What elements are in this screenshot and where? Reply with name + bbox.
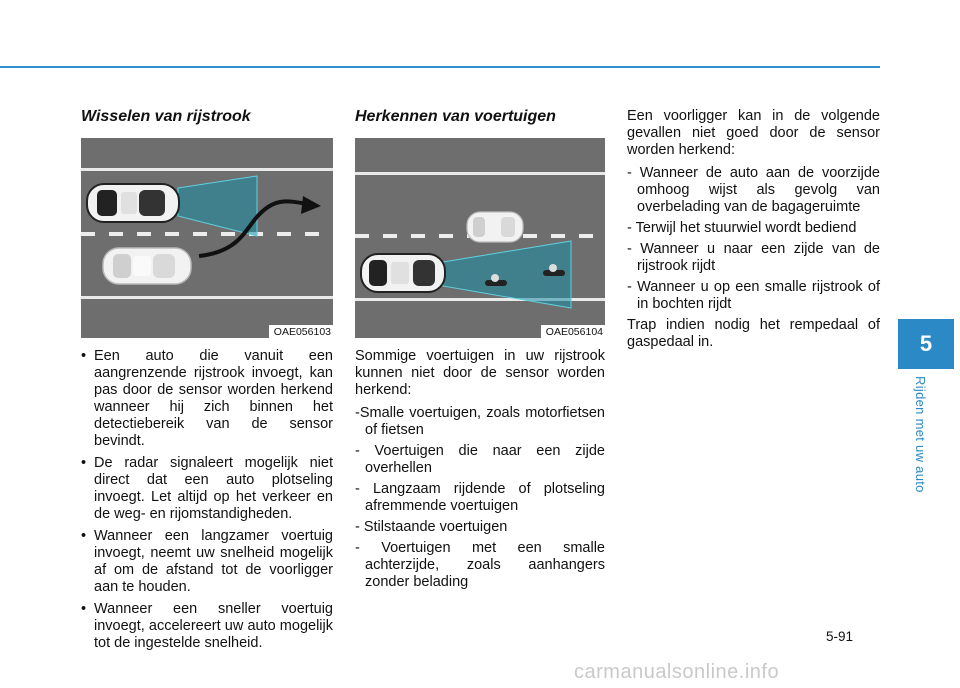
- list-item: - Langzaam rijdende of plotseling afremmende voertuigen: [355, 481, 605, 514]
- dash-list-front-vehicle: [627, 165, 880, 313]
- list-item: • Een auto die vanuit een aangrenzende rijstrook invoegt, kan pas door de sensor worden herkend wanneer hij zich binnen het detectiebereik van de sensor bevindt.: [81, 348, 333, 450]
- figure-code: OAE056104: [541, 325, 605, 338]
- watermark: carmanualsonline.info: [574, 661, 780, 683]
- list-item: - Wanneer de auto aan de voorzijde omhoog wijst als gevolg van overbelading van de bagageruimte: [627, 165, 880, 215]
- list-item: • Wanneer een langzamer voertuig invoegt, neemt uw snelheid mogelijk af om de afstand tot de voorligger aan te houden.: [81, 528, 333, 596]
- list-item: • De radar signaleert mogelijk niet direct dat een auto plotseling invoegt. Let altijd op het verkeer en de weg- en rijomstandigheden.: [81, 455, 333, 523]
- paragraph-closing: Trap indien nodig het rempedaal of gaspedaal in.: [627, 317, 880, 350]
- column-front-vehicle: [627, 108, 880, 357]
- vehicle-recognition-illustration: [355, 138, 605, 338]
- front-car-icon: [87, 184, 179, 222]
- page-number: 5-91: [826, 629, 854, 644]
- chapter-number-tab: 5: [898, 319, 954, 369]
- header-rule: [0, 66, 880, 68]
- section-heading-lane-change: Wisselen van rijstrook: [81, 108, 251, 125]
- list-item: - Terwijl het stuurwiel wordt bediend: [627, 220, 857, 236]
- paragraph-intro: Sommige voertuigen in uw rijstrook kunnen niet door de sensor worden herkend:: [355, 348, 605, 398]
- own-car-icon: [361, 254, 445, 292]
- column-vehicle-recognition: [355, 108, 605, 595]
- figure-lane-change: [81, 138, 333, 338]
- lane-change-illustration: [81, 138, 333, 338]
- list-item: - Stilstaande voertuigen: [355, 519, 508, 535]
- list-item: - Wanneer u naar een zijde van de rijstrook rijdt: [627, 241, 880, 274]
- list-item: - Wanneer u op een smalle rijstrook of in bochten rijdt: [627, 279, 880, 312]
- column-lane-change: [81, 108, 333, 657]
- list-item: - Voertuigen die naar een zijde overhellen: [355, 443, 605, 476]
- adjacent-car-icon: [467, 212, 523, 242]
- section-heading-vehicle-recognition: Herkennen van voertuigen: [355, 108, 556, 125]
- dash-list-vehicle-recognition: [355, 405, 605, 591]
- list-item: • Wanneer een sneller voertuig invoegt, accelereert uw auto mogelijk tot de ingestelde snelheid.: [81, 601, 333, 652]
- list-item: - Voertuigen met een smalle achterzijde, zoals aanhangers zonder belading: [355, 540, 605, 590]
- paragraph-intro: Een voorligger kan in de volgende gevallen niet goed door de sensor worden herkend:: [627, 108, 880, 158]
- chapter-title: Rijden met uw auto: [913, 376, 928, 493]
- figure-code: OAE056103: [269, 325, 333, 338]
- bullet-list-lane-change: [81, 348, 333, 652]
- list-item: -Smalle voertuigen, zoals motorfietsen of fietsen: [355, 405, 605, 438]
- figure-vehicle-recognition: [355, 138, 605, 338]
- merging-car-icon: [103, 248, 191, 284]
